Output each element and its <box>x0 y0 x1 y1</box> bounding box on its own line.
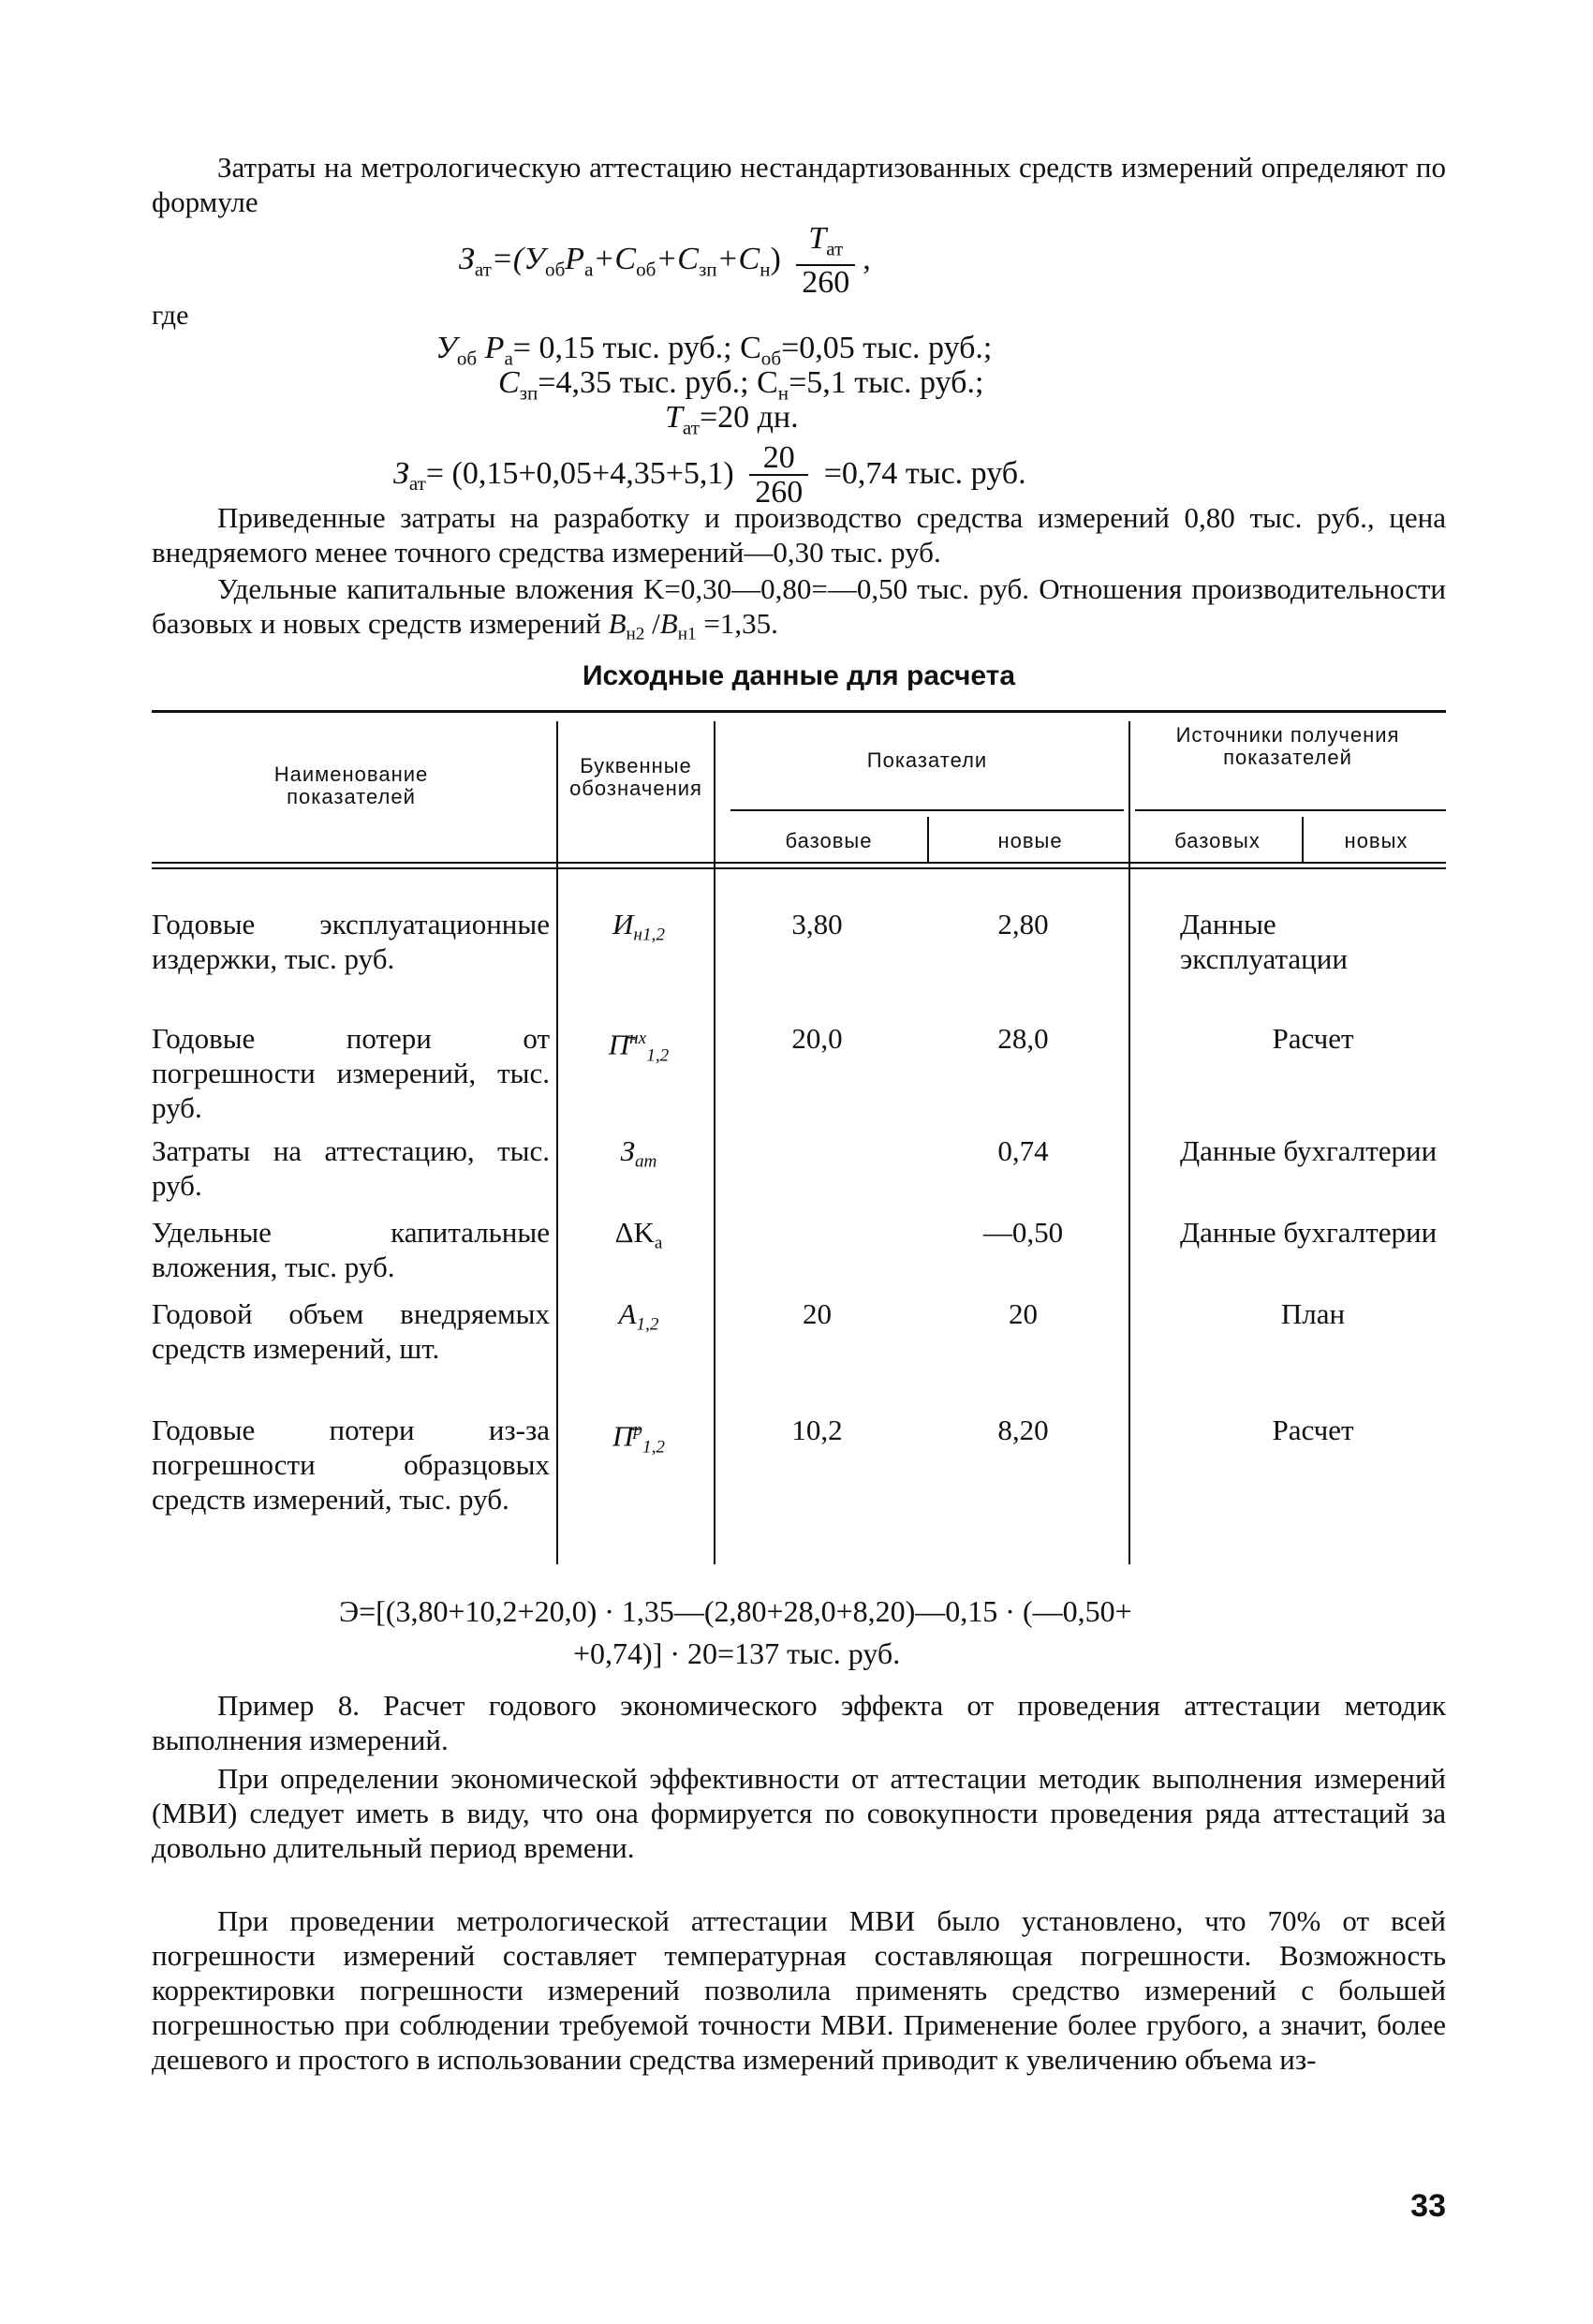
header-src-new: новых <box>1344 829 1409 852</box>
example-paragraph-2: При проведении метрологической аттестации МВИ было установлено, что 70% от всей погрешности измерений составляет температурная составляющая погрешности. Возможность корректировки погрешности измерений позволила применять средство измерений с большей погрешностью при соблюдении требуемой точности МВИ. Применение более грубого, а значит, более дешевого и простого в использовании средства измерений приводит к увеличению объема из- <box>152 1904 1446 2076</box>
table-row-3-name: Затраты на аттестацию, тыс. руб. <box>152 1134 550 1202</box>
values-line-3-text: =20 дн. <box>699 400 799 435</box>
table-row-2-name: Годовые потери от погрешности измерений, тыс. руб. <box>152 1022 550 1124</box>
table-row-5-name: Годовой объем внедряемых средств измерений, шт. <box>152 1297 550 1365</box>
table-row-1-name: Годовые эксплуатационные издержки, тыс. руб. <box>152 908 550 975</box>
table-row-5-symbol: $A_{1,2}$ <box>618 1297 659 1335</box>
table-row-5-new: 20 <box>1009 1297 1038 1330</box>
formula-rest: +C <box>716 241 760 276</box>
table-row-6-symbol: П̄$^р_{1,2}$ <box>612 1419 665 1458</box>
col-divider-2 <box>714 721 715 1564</box>
col-divider-4 <box>1128 721 1130 1564</box>
calc-result: =0,74 тыс. руб. <box>823 455 1026 491</box>
capital-ratio: =1,35. <box>703 607 778 640</box>
table-row-6-base: 10,2 <box>791 1414 843 1446</box>
capital-text: Удельные капитальные вложения K=0,30—0,80=—0,50 тыс. руб. Отношения производительности базовых и новых средств измерений <box>152 572 1446 640</box>
values-line-3: $T_{ат}=20$ дн. <box>665 400 799 439</box>
reduced-costs-paragraph: Приведенные затраты на разработку и производство средства измерений 0,80 тыс. руб., цена внедряемого менее точного средства измерений—0,30 тыс. руб. <box>152 501 1446 569</box>
sources-subrule <box>1135 809 1446 811</box>
header-sources: Источники получения показателей <box>1175 723 1400 769</box>
values-line-2-b: =5,1 тыс. руб.; <box>789 365 984 400</box>
values-line-2-text: =4,35 тыс. руб.; C <box>538 365 778 400</box>
table-row-2-base: 20,0 <box>791 1022 843 1055</box>
header-name: Наименование показателей <box>273 762 429 808</box>
cost-formula: $З_{ат}=(У_{об}P_а+C_{об}+C_{зп}+C_н)$ $\frac{T_{ат}}{260}$ , <box>459 221 871 301</box>
col-divider-header-3 <box>927 817 929 862</box>
values-line-2: $C_{зп}=4,35$ тыс. руб.; $C_н=5,1$ тыс. руб.; <box>498 365 984 405</box>
example-paragraph-1: При определении экономической эффективности от аттестации методик выполнения измерений (МВИ) следует иметь в виду, что она формируется по совокупности проведения ряда аттестаций за довольно длительный период времени. <box>152 1762 1446 1864</box>
table-row-6-name: Годовые потери из-за погрешности образцовых средств измерений, тыс. руб. <box>152 1414 550 1516</box>
table-row-3-source: Данные бухгалтерии <box>1180 1134 1438 1167</box>
table-row-2-new: 28,0 <box>997 1022 1049 1055</box>
values-line-1: $У_{об}$ $P_а= 0,15$ тыс. руб.; $C_{об}=0,05$ тыс. руб.; <box>435 331 993 370</box>
table-row-4-symbol: $\Delta K_а$ <box>614 1216 663 1253</box>
table-row-4-source: Данные бухгалтерии <box>1180 1216 1438 1249</box>
table-row-6-new: 8,20 <box>997 1414 1049 1446</box>
page-number: 33 <box>1410 2188 1446 2224</box>
table-row-1-symbol: $И_{н1,2}$ <box>612 908 665 945</box>
formula-fraction: $\frac{T_{ат}}{260}$ <box>796 223 855 300</box>
where-label: где <box>152 300 189 331</box>
values-line-1-b: =0,05 тыс. руб.; <box>781 331 993 365</box>
intro-paragraph: Затраты на метрологическую аттестацию нестандартизованных средств измерений определяют по формуле <box>152 151 1446 218</box>
col-divider-header-5 <box>1302 817 1304 862</box>
calc-denominator: 260 <box>755 475 804 510</box>
table-row-2-symbol: П̄$^{нх}_{1,2}$ <box>608 1028 670 1066</box>
formula-z: З <box>459 241 475 276</box>
capital-paragraph: Удельные капитальные вложения K=0,30—0,80=—0,50 тыс. руб. Отношения производительности базовых и новых средств измерений $B_{н2}$ $/B_{н1} =1,35$. <box>152 572 1446 644</box>
formula-z-sub: ат <box>474 258 492 281</box>
calc-expression: = (0,15+0,05+4,35+5,1) <box>425 455 734 491</box>
table-row-3-symbol: $З_{ат}$ <box>620 1134 657 1172</box>
header-new: новые <box>997 829 1063 852</box>
fraction-numerator: T <box>808 221 827 256</box>
effect-formula-line-1: Э=[(3,80+10,2+20,0) · 1,35—(2,80+28,0+8,20)—0,15 · (—0,50+ <box>339 1594 1132 1628</box>
table-row-3-new: 0,74 <box>997 1134 1049 1167</box>
values-line-1-text: = 0,15 тыс. руб.; C <box>512 331 761 365</box>
col-divider-1 <box>556 721 558 1564</box>
table-row-4-new: —0,50 <box>982 1216 1064 1249</box>
example-title: Пример 8. Расчет годового экономического эффекта от проведения аттестации методик выполнения измерений. <box>152 1689 1446 1756</box>
header-bottom-rule-1 <box>152 862 1446 864</box>
header-base: базовые <box>785 829 873 852</box>
fraction-denominator: 260 <box>802 265 850 301</box>
calc-numerator: 20 <box>749 442 808 476</box>
header-bottom-rule-2 <box>152 867 1446 869</box>
table-row-4-name: Удельные капитальные вложения, тыс. руб. <box>152 1216 550 1283</box>
table-row-1-source: Данные эксплуатации <box>1180 908 1348 975</box>
effect-formula-line-2: +0,74)] · 20=137 тыс. руб. <box>573 1636 901 1670</box>
table-row-5-base: 20 <box>803 1297 832 1330</box>
table-row-1-new: 2,80 <box>997 908 1049 940</box>
header-src-base: базовых <box>1174 829 1261 852</box>
formula-body: =(У <box>491 241 546 276</box>
table-top-rule <box>152 710 1446 713</box>
header-symbol: Буквенные обозначения <box>569 754 702 800</box>
table-row-2-source: Расчет <box>1272 1022 1354 1055</box>
table-row-1-base: 3,80 <box>791 908 843 940</box>
table-row-6-source: Расчет <box>1272 1414 1354 1446</box>
calculation-formula: $З_{ат}= (0,15+0,05+4,35+5,1)$ $\frac{20}{260}$ =0,74 тыс. руб. <box>393 440 1026 510</box>
table-row-5-source: План <box>1280 1297 1346 1330</box>
table-caption: Исходные данные для расчета <box>582 660 1016 691</box>
indicators-subrule <box>730 809 1124 811</box>
header-indicators: Показатели <box>866 748 988 772</box>
